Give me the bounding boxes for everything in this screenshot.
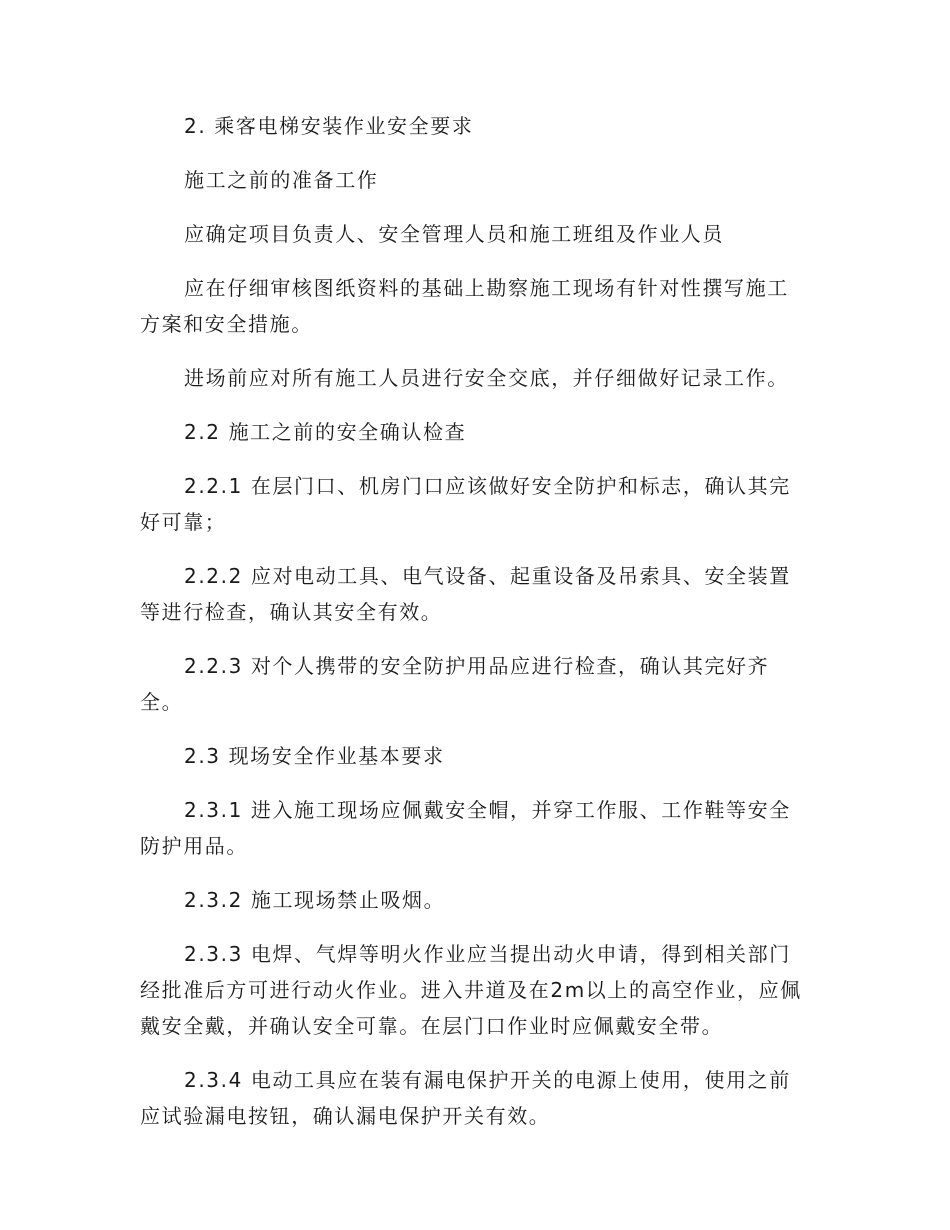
paragraph-2-3-1: 2.3.1 进入施工现场应佩戴安全帽，并穿工作服、工作鞋等安全防护用品。 (140, 798, 791, 858)
paragraph-2-2-3: 2.2.3 对个人携带的安全防护用品应进行检查，确认其完好齐全。 (140, 654, 770, 714)
paragraph-survey: 应在仔细审核图纸资料的基础上勘察施工现场有针对性撰写施工方案和安全措施。 (140, 276, 789, 336)
paragraph-2-3-3: 2.3.3 电焊、气焊等明火作业应当提出动火申请，得到相关部门经批准后方可进行动火作业。进入井道及在2m以上的高空作业，应佩戴安全戴，并确认安全可靠。在层门口作业时应佩戴安全带。 (140, 942, 802, 1038)
document-body (140, 108, 810, 1134)
section-heading-2: 2. 乘客电梯安装作业安全要求 (184, 114, 474, 138)
paragraph-briefing: 进场前应对所有施工人员进行安全交底，并仔细做好记录工作。 (184, 366, 789, 390)
paragraph-2-2-1: 2.2.1 在层门口、机房门口应该做好安全防护和标志，确认其完好可靠； (140, 474, 791, 534)
subheading-preparation: 施工之前的准备工作 (184, 168, 379, 192)
paragraph-2-3-4: 2.3.4 电动工具应在装有漏电保护开关的电源上使用，使用之前应试验漏电按钮，确认漏电保护开关有效。 (140, 1068, 791, 1128)
paragraph-2-3-2: 2.3.2 施工现场禁止吸烟。 (184, 888, 446, 912)
section-heading-2-2: 2.2 施工之前的安全确认检查 (184, 420, 467, 444)
section-heading-2-3: 2.3 现场安全作业基本要求 (184, 744, 445, 768)
paragraph-personnel: 应确定项目负责人、安全管理人员和施工班组及作业人员 (184, 222, 724, 246)
paragraph-2-2-2: 2.2.2 应对电动工具、电气设备、起重设备及吊索具、安全装置等进行检查，确认其安全有效。 (140, 564, 791, 624)
